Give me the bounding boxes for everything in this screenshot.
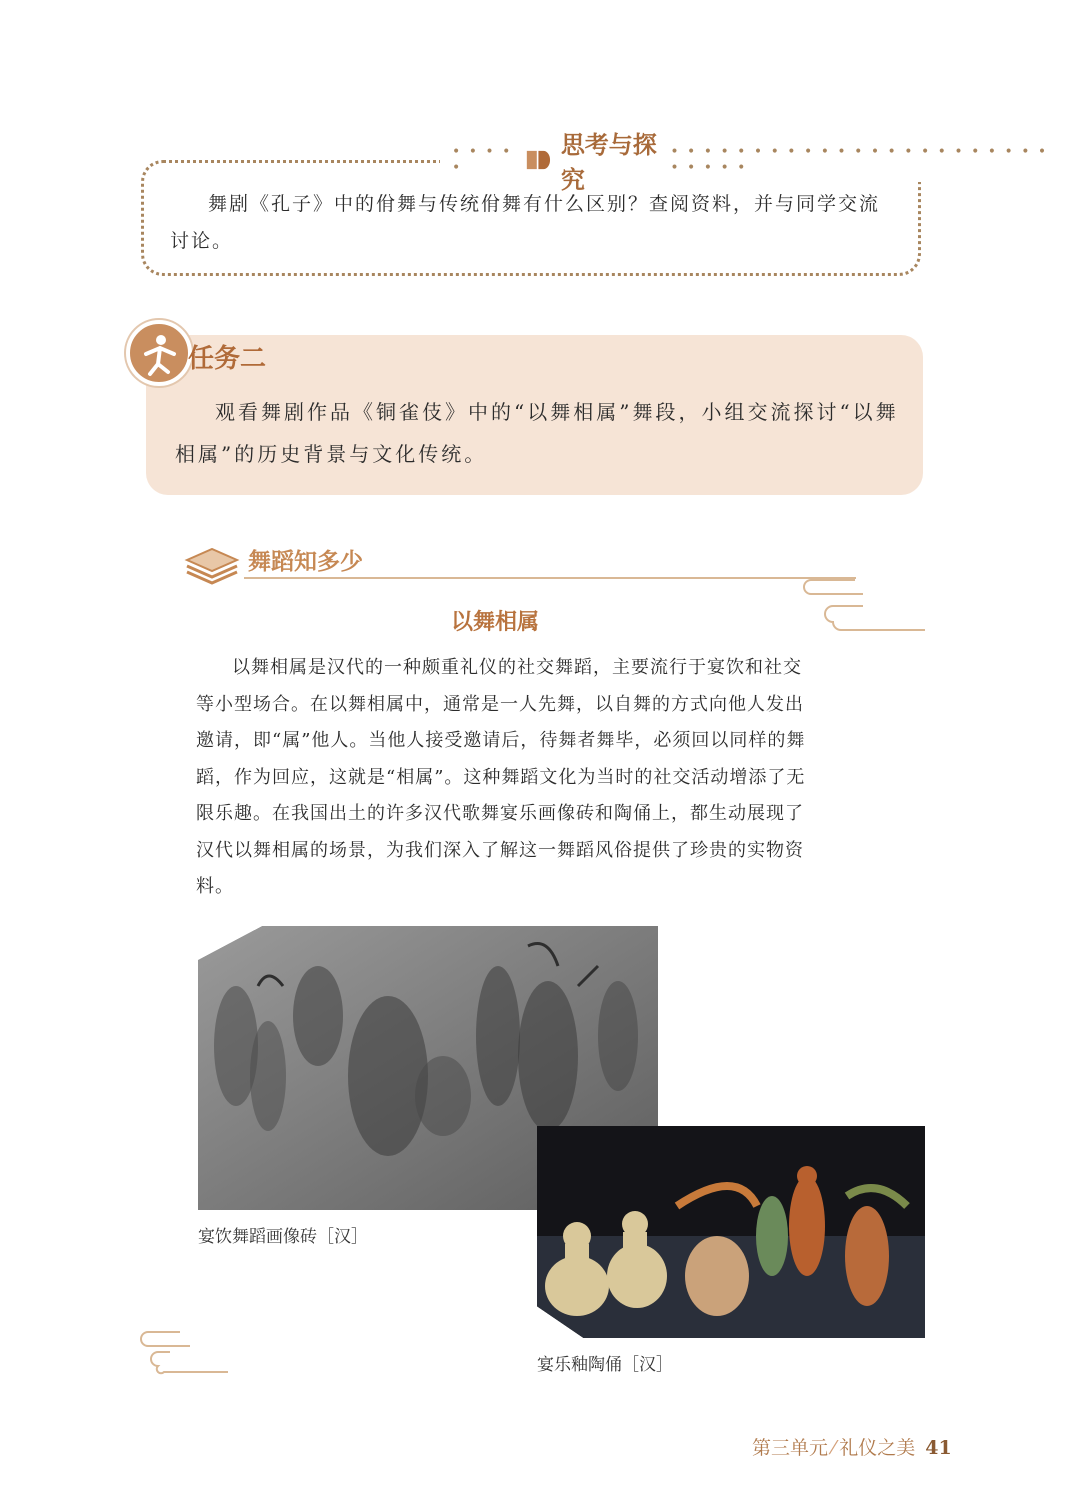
page-number: 41 xyxy=(925,1437,952,1459)
pottery-illustration xyxy=(537,1126,925,1338)
glazed-pottery-figures-image xyxy=(537,1126,925,1338)
think-explore-text: 舞剧《孔子》中的佾舞与传统佾舞有什么区别？查阅资料，并与同学交流讨论。 xyxy=(170,193,881,252)
image-caption: 宴乐釉陶俑［汉］ xyxy=(537,1355,673,1375)
footer-unit: 第三单元 xyxy=(752,1437,829,1459)
article-body: 以舞相属是汉代的一种颇重礼仪的社交舞蹈，主要流行于宴饮和社交等小型场合。在以舞相属中，通常是一人先舞，以自舞的方式向他人发出邀请，即“属”他人。当他人接受邀请后，待舞者舞毕，必须回以同样的舞蹈，作为回应，这就是“相属”。这种舞蹈文化为当时的社交活动增添了无限乐趣。在我国出土的许多汉代歌舞宴乐画像砖和陶俑上，都生动展现了汉代以舞相属的场景，为我们深入了解这一舞蹈风俗提供了珍贵的实物资料。 xyxy=(196,657,806,897)
footer-subtitle: 礼仪之美 xyxy=(839,1437,916,1459)
task-text: 观看舞剧作品《铜雀伎》中的“以舞相属”舞段，小组交流探讨“以舞相属”的历史背景与文化传统。 xyxy=(175,400,899,466)
dots-divider: • • • • • • • • • • • • • • • • • • • • • • • • • • • • xyxy=(670,144,1049,176)
page-footer xyxy=(752,1433,952,1460)
book-icon xyxy=(526,147,551,173)
dancer-icon xyxy=(130,324,188,382)
article-title: 以舞相属 xyxy=(450,610,539,635)
cloud-swirl-decoration xyxy=(140,1330,230,1376)
footer-separator: ⁄ xyxy=(832,1437,836,1459)
dots-divider: • • • • • xyxy=(452,144,513,176)
think-explore-title: 思考与探究 xyxy=(560,131,657,194)
task-badge xyxy=(126,320,192,386)
task-title: 任务二 xyxy=(188,344,267,374)
section-title: 舞蹈知多少 xyxy=(248,549,363,575)
think-explore-header xyxy=(440,131,1065,194)
section-divider xyxy=(244,577,856,579)
image-caption: 宴饮舞蹈画像砖［汉］ xyxy=(198,1227,368,1247)
layers-icon xyxy=(183,548,241,588)
